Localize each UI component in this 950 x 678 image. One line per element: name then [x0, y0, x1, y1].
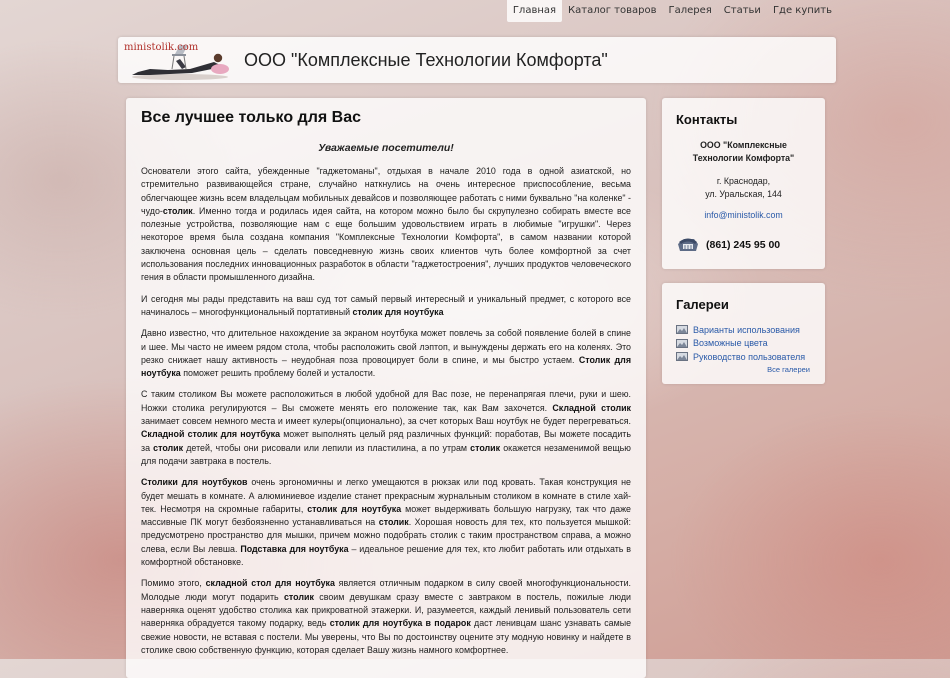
contact-street: ул. Уральская, 144: [705, 189, 782, 199]
gallery-link-usage[interactable]: [676, 323, 805, 337]
nav-item-gallery[interactable]: Галерея: [668, 5, 712, 16]
article-paragraph: С таким столиком Вы можете расположиться в любой удобной для Вас позе, не перенапрягая плечи, руки и шею. Ножки столика регулируются – Вы сможете менять его положение так, как Вам захочется. Складной столик занимает совсем немного места и имеет кулеры(опционально), за счет которых Ваш ноутбук не будет перегреваться. Складной столик для ноутбука может выполнять целый ряд различных функций: порабoтав, Вы можете посадить за столик детей, чтобы они рисовали или лепили из пластилина, а по утрам столик окажется незаменимой вещью для подачи завтрака в постель.: [141, 389, 631, 466]
nav-item-articles[interactable]: Статьи: [723, 5, 761, 16]
greeting: Уважаемые посетители!: [318, 142, 454, 154]
contact-company-line: ООО "Комплексные: [700, 140, 787, 150]
contact-email-link[interactable]: info@ministolik.com: [704, 210, 783, 220]
contacts-title: Контакты: [676, 112, 738, 127]
all-galleries-link[interactable]: Все галереи: [767, 365, 810, 374]
galleries-title: Галереи: [676, 297, 729, 312]
top-nav-list: [507, 0, 838, 22]
contact-address: [662, 175, 825, 201]
contact-phone-row: [676, 235, 780, 255]
gallery-icon: [676, 339, 688, 348]
gallery-icon: [676, 325, 688, 334]
gallery-list: [676, 323, 805, 364]
galleries-panel: [662, 283, 825, 384]
nav-item-where-to-buy[interactable]: Где купить: [772, 5, 832, 16]
phone-icon: [676, 236, 700, 254]
contact-company-line: Технологии Комфорта": [692, 153, 795, 163]
gallery-link-manual[interactable]: [676, 350, 805, 364]
contact-company: [662, 139, 825, 165]
gallery-link-label: Варианты использования: [693, 324, 800, 335]
gallery-link-colors[interactable]: [676, 337, 805, 351]
contact-phone: (861) 245 95 00: [706, 239, 781, 251]
article-paragraph: И сегодня мы рады представить на ваш суд тот самый первый интересный и уникальный предмет, с которого все начиналось – многофункциональный портативный столик для ноутбука: [141, 293, 631, 317]
site-logo[interactable]: [120, 39, 232, 81]
nav-item-catalog[interactable]: Каталог товаров: [568, 5, 657, 16]
article-body: [141, 165, 631, 665]
contacts-panel: [662, 98, 825, 269]
gallery-icon: [676, 352, 688, 361]
contact-city: г. Краснодар,: [716, 176, 771, 186]
nav-item-home[interactable]: Главная: [507, 0, 562, 22]
gallery-link-label: Руководство пользователя: [693, 351, 806, 362]
site-header: [118, 37, 836, 83]
page-title: Все лучшее только для Вас: [141, 109, 361, 126]
article-paragraph: Давно известно, что длительное нахождение за экраном ноутбука может повлечь за собой появление болей в спине и шее. Мы часто не имеем рядом стола, чтобы расположить свой лэптоп, и вынуждены держать его на коленях. Это резко снижает нашу активность – неудобная поза провоцирует боли в спине, и мы быстро устаем. Столик для ноутбука поможет решить проблему болей и усталости.: [141, 328, 631, 379]
article-paragraph: Столики для ноутбуков очень эргономичны и легко умещаются в рюкзак или под кровать. Такая конструкция не будет мешать в комнате. А алюминиевое изделие станет прекрасным журнальным столиком в комнате в стиле хай-тек. Несмотря на скромные габариты, столик для ноутбука может выдерживать большую нагрузку, так что даже массивные ПК могут безбоязненно устанавливаться на столик. Хорошая новость для тех, кто пользуется мышкой: предусмотрено пространство для мышки, причем можно подобрать столик с таким пространством справа, а можно слева, если Вы левша. Подставка для ноутбука – идеальное решение для тех, кто любит работать или отдыхать в комфортной обстановке.: [141, 477, 631, 568]
article-paragraph: Помимо этого, складной стол для ноутбука является отличным подарком в силу своей многофункциональности. Молодые люди могут подарить столик своим девушкам сразу вместе с завтраком в постель, пожилые люди наверняка оценят удобство столика как прикроватной этажерки. И, разумеется, каждый ленивый пользователь сети наверняка обрадуется такому подарку, ведь столик для ноутбука в подарок даст ленивцам шанс узнавать самые свежие новости, не вставая с постели. Мы уверены, что Вы по достоинству оцените эту модную новинку и найдете в столике свою собственную функцию, которая сделает Вашу жизнь намного комфортнее.: [141, 578, 632, 655]
logo-text: ministolik.com: [124, 42, 199, 53]
gallery-link-label: Возможные цвета: [693, 338, 768, 349]
main-content: [126, 98, 646, 678]
top-navigation: [0, 0, 950, 22]
site-title: ООО "Комплексные Технологии Комфорта": [244, 50, 608, 70]
article-paragraph: Основатели этого сайта, убежденные "гаджетоманы", отдыхая в начале 2010 года в одной азиатской, но стремительно развивающейся стране, случайно наткнулись на очень интересное приспособление, весьма облегчающее жизнь всем владельцам мобильных девайсов и позволяющее работать с ними буквально "на коленке" - чудо-столик. Именно тогда и родилась идея сайта, на котором можно было бы скрупулезно собирать вместе все полезные устройства, позволяющие нам с еще большим удовольствием играть в любимые "игрушки". Через некоторое время была создана компания "Комплексные Технологии Комфорта", в самом названии которой заключена основная цель – сделать повседневную жизнь своих клиентов чуть более комфортной за счет использования последних инновационных разработок в области "гаджетостроения", лучших продуктов человеческого гения в области промышленного дизайна.: [141, 166, 631, 283]
